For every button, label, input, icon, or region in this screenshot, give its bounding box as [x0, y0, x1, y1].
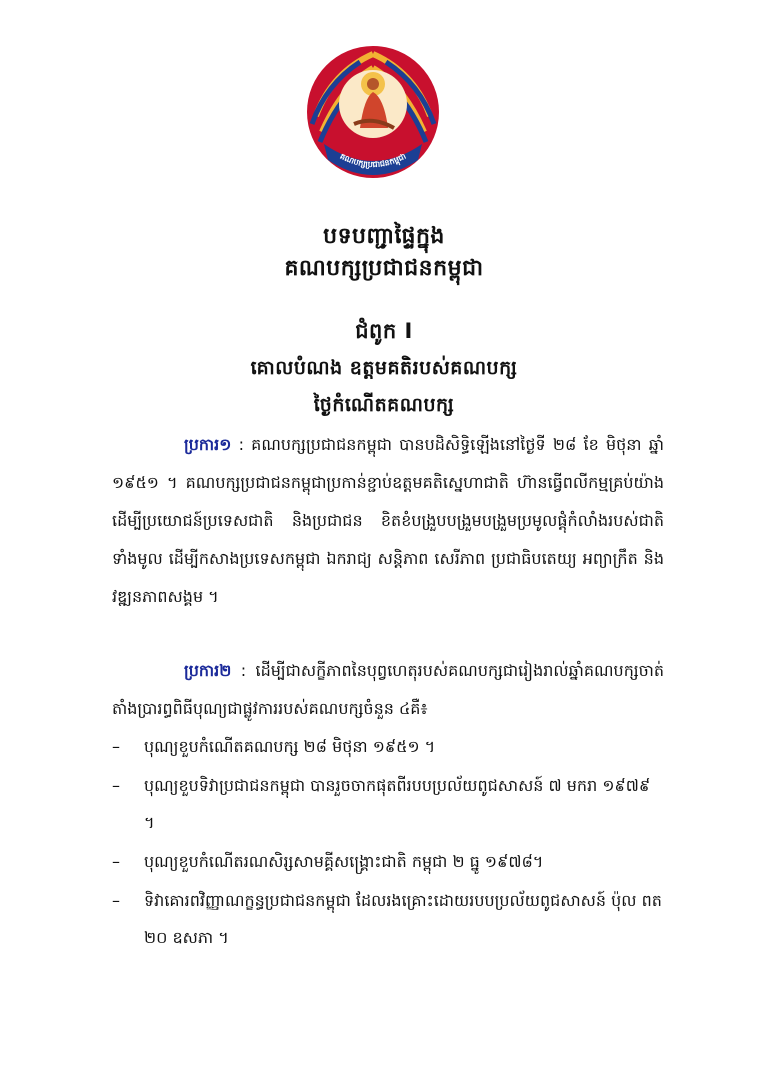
celebration-list: [112, 728, 664, 958]
emblem-banner-text: គណបក្សប្រជាជនកម្ពុជា: [338, 151, 408, 170]
chapter-label: ជំពូក I: [355, 319, 413, 343]
bullet-dash: –: [112, 776, 120, 795]
list-item: – បុណ្យខួបទិវាប្រជាជនកម្ពុជា បានរួចចាកផុតពីរបបប្រល័យពូជសាសន៍ ៧ មករា ១៩៧៩ ។: [112, 767, 664, 841]
list-item: – បុណ្យខួបកំណើតរណសិរ្សសាមគ្គីសង្គ្រោះជាតិ កម្ពុជា ២ ធ្នូ ១៩៧៨។: [112, 843, 664, 880]
document-title: បទបញ្ជាផ្ទៃក្នុង: [323, 224, 445, 249]
bullet-dash: –: [112, 891, 120, 910]
article-1-label: ប្រការ១: [184, 435, 232, 454]
list-item: – បុណ្យខួបកំណើតគណបក្ស ២៨ មិថុនា ១៩៥១ ។: [112, 728, 664, 765]
section-title: ថ្ងៃកំណើតគណបក្ស: [313, 394, 455, 416]
party-name-title: គណបក្សប្រជាជនកម្ពុជា: [284, 256, 484, 281]
emblem-figure-head: [367, 78, 379, 90]
article-1: [112, 426, 664, 616]
article-2-text: : ដើម្បីជាសក្ខីភាពនៃបុព្វហេតុរបស់គណបក្សជារៀងរាល់ឆ្នាំគណបក្សចាត់តាំងប្រារព្ធពិធីបុណ្យជាផ្លូវការរបស់គណបក្សចំនួន ៤គឺ៖: [112, 661, 664, 718]
party-emblem-logo: [302, 32, 444, 208]
article-2: [112, 652, 664, 728]
bullet-dash: –: [112, 737, 120, 756]
bullet-dash: –: [112, 852, 120, 871]
article-1-text: : គណបក្សប្រជាជនកម្ពុជា បានបដិសិទ្ធិឡើងនៅថ្ងៃទី ២៨ ខែ មិថុនា ឆ្នាំ ១៩៥១ ។ គណបក្សប្រជាជនកម្ពុជាប្រកាន់ខ្ជាប់ឧត្តមគតិស្នេហាជាតិ ហ៊ានធ្វើពលីកម្មគ្រប់យ៉ាងដើម្បីប្រយោជន៍ប្រទេសជាតិ និងប្រជាជន ខិតខំបង្រួបបង្រួមបង្រួមប្រមូលផ្ដុំកំលាំងរបស់ជាតិទាំងមូល ដើម្បីកសាងប្រទេសកម្ពុជា ឯករាជ្យ សន្តិភាព សេរីភាព ប្រជាធិបតេយ្យ អព្យាក្រឹត និងវឌ្ឍនភាពសង្គម ។: [112, 435, 664, 606]
list-item: – ទិវាគោរពវិញ្ញាណក្ខន្ធប្រជាជនកម្ពុជា ដែលរងគ្រោះដោយរបបប្រល័យពូជសាសន៍ ប៉ុល ពត ២០ ឧសភា ។: [112, 882, 664, 956]
chapter-subtitle: គោលបំណង ឧត្តមគតិរបស់គណបក្ស: [250, 357, 518, 379]
article-2-label: ប្រការ២: [184, 661, 232, 680]
